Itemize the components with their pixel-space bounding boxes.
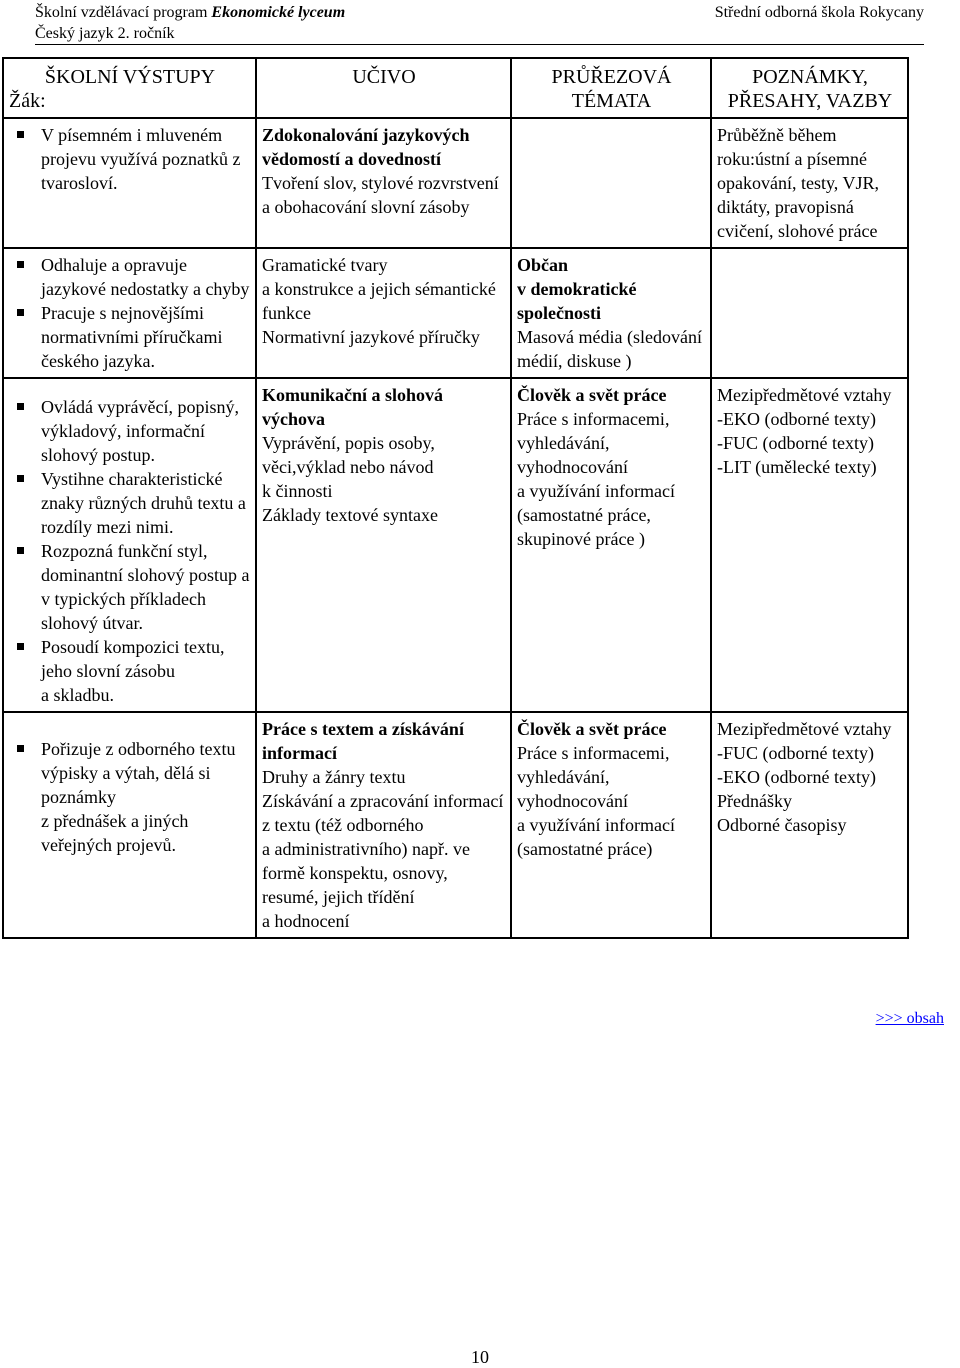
header-notes: POZNÁMKY, PŘESAHY, VAZBY bbox=[711, 58, 908, 118]
themes-cell bbox=[511, 248, 711, 378]
themes-title: Člověk a svět práce bbox=[517, 719, 667, 739]
themes-title: Člověk a svět práce bbox=[517, 385, 667, 405]
content-cell bbox=[256, 248, 511, 378]
output-item: Pořizuje z odborného textu výpisky a výtah, dělá si poznámky z přednášek a jiných veřejných projevů. bbox=[9, 737, 251, 857]
outputs-cell bbox=[3, 118, 256, 248]
content-title: Zdokonalování jazykových vědomostí a dovedností bbox=[262, 125, 470, 169]
content-cell bbox=[256, 712, 511, 938]
subject-title: Český jazyk 2. ročník bbox=[35, 25, 175, 42]
themes-title: Občan v demokratické společnosti bbox=[517, 255, 637, 323]
notes-text: Mezipředmětové vztahy -FUC (odborné texty) -EKO (odborné texty) Přednášky Odborné časopisy bbox=[717, 719, 892, 835]
output-item: V písemném i mluveném projevu využívá poznatků z tvarosloví. bbox=[9, 123, 251, 195]
outputs-cell bbox=[3, 248, 256, 378]
notes-cell bbox=[711, 378, 908, 712]
outputs-cell bbox=[3, 712, 256, 938]
content-text: Gramatické tvary a konstrukce a jejich sémantické funkce Normativní jazykové příručky bbox=[262, 255, 496, 347]
page-header bbox=[35, 2, 924, 44]
table-row bbox=[3, 378, 956, 712]
themes-cell bbox=[511, 378, 711, 712]
header-themes: PRŮŘEZOVÁ TÉMATA bbox=[511, 58, 711, 118]
table-row bbox=[3, 712, 956, 938]
content-text: Vyprávění, popis osoby, věci,výklad nebo návod k činnosti Základy textové syntaxe bbox=[262, 433, 438, 525]
program-name: Ekonomické lyceum bbox=[211, 4, 346, 21]
content-cell bbox=[256, 118, 511, 248]
output-item: Odhaluje a opravuje jazykové nedostatky a chyby bbox=[9, 253, 251, 301]
page-number: 10 bbox=[471, 1347, 489, 1367]
table-row bbox=[3, 248, 956, 378]
notes-text: Mezipředmětové vztahy -EKO (odborné texty) -FUC (odborné texty) -LIT (umělecké texty) bbox=[717, 385, 892, 477]
notes-text: Průběžně během roku:ústní a písemné opakování, testy, VJR, diktáty, pravopisná cvičení, slohové práce bbox=[717, 125, 879, 241]
notes-cell bbox=[711, 248, 908, 378]
outputs-cell bbox=[3, 378, 256, 712]
header-content: UČIVO bbox=[256, 58, 511, 118]
table-of-contents-link[interactable]: >>> obsah bbox=[875, 1010, 944, 1027]
output-item: Vystihne charakteristické znaky různých druhů textu a rozdíly mezi nimi. bbox=[9, 467, 251, 539]
output-item: Rozpozná funkční styl, dominantní slohový postup a v typických příkladech slohový útvar. bbox=[9, 539, 251, 635]
table-header-row bbox=[3, 58, 956, 118]
table-row bbox=[3, 118, 956, 248]
content-text: Tvoření slov, stylové rozvrstvení a obohacování slovní zásoby bbox=[262, 173, 499, 217]
output-item: Ovládá vyprávěcí, popisný, výkladový, informační slohový postup. bbox=[9, 395, 251, 467]
content-cell bbox=[256, 378, 511, 712]
notes-cell bbox=[711, 712, 908, 938]
school-name: Střední odborná škola Rokycany bbox=[714, 4, 924, 21]
curriculum-table bbox=[2, 57, 957, 939]
output-item: Pracuje s nejnovějšími normativními příručkami českého jazyka. bbox=[9, 301, 251, 373]
content-text: Druhy a žánry textu Získávání a zpracování informací z textu (též odborného a administrativního) např. ve formě konspektu, osnovy, resumé, jejich třídění a hodnocení bbox=[262, 767, 504, 931]
themes-cell bbox=[511, 712, 711, 938]
themes-text: Práce s informacemi, vyhledávání, vyhodnocování a využívání informací (samostatné práce, skupinové práce ) bbox=[517, 409, 675, 549]
header-divider bbox=[35, 44, 924, 45]
output-item: Posoudí kompozici textu, jeho slovní zásobu a skladbu. bbox=[9, 635, 251, 707]
content-title: Práce s textem a získávání informací bbox=[262, 719, 464, 763]
header-outputs: ŠKOLNÍ VÝSTUPY Žák: bbox=[3, 58, 256, 118]
notes-cell bbox=[711, 118, 908, 248]
content-title: Komunikační a slohová výchova bbox=[262, 385, 444, 429]
themes-text: Práce s informacemi, vyhledávání, vyhodnocování a využívání informací (samostatné práce) bbox=[517, 743, 675, 859]
themes-text: Masová média (sledování médií, diskuse ) bbox=[517, 327, 702, 371]
program-title: Školní vzdělávací program Ekonomické lyceum bbox=[35, 4, 346, 21]
themes-cell bbox=[511, 118, 711, 248]
